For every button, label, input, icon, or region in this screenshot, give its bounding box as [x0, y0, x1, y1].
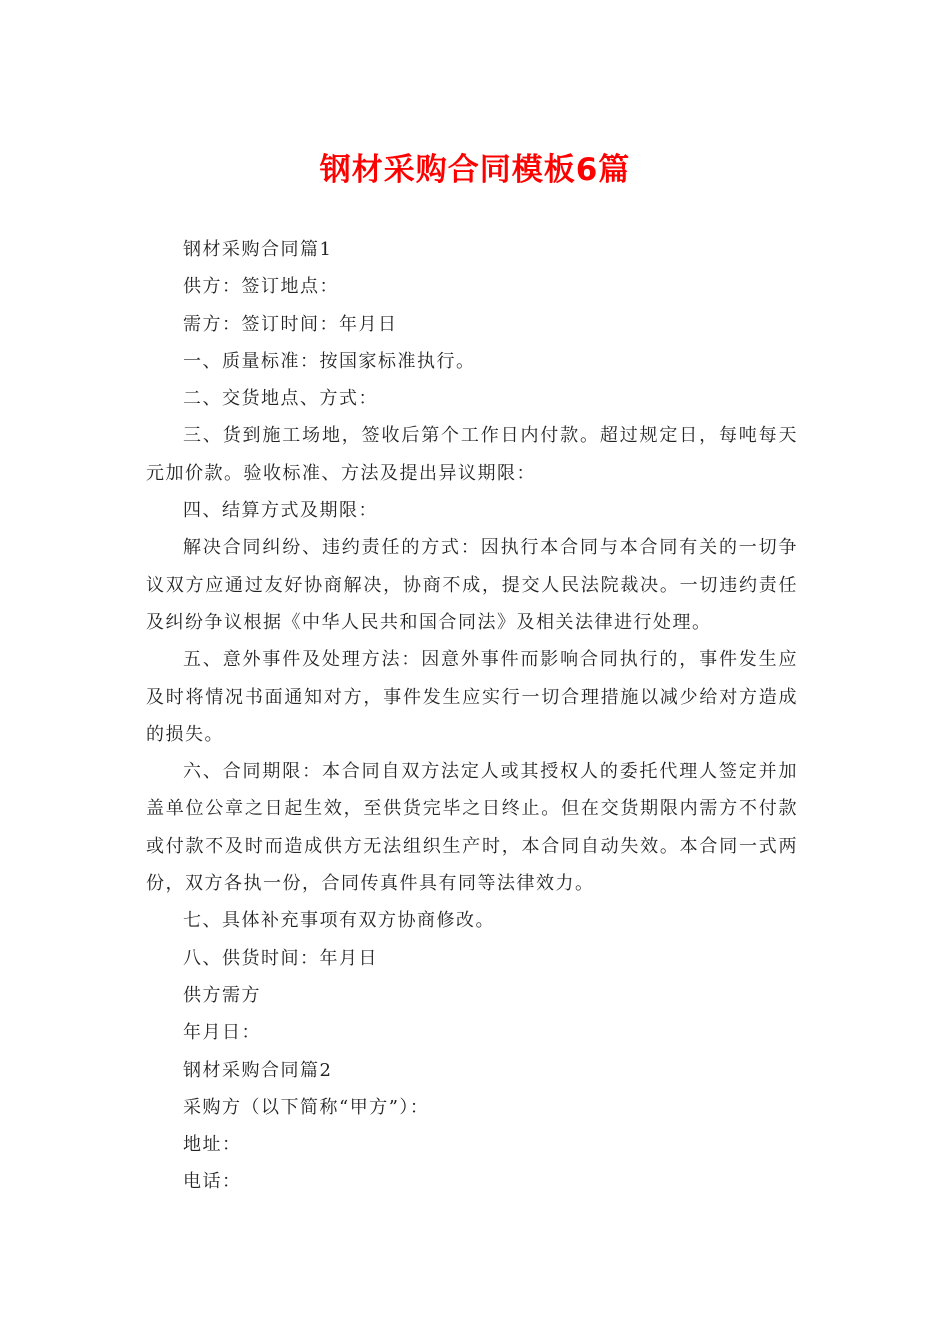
document-body [146, 231, 798, 1201]
paragraph: 电话： [183, 1171, 242, 1193]
paragraph: 五、意外事件及处理方法：因意外事件而影响合同执行的，事件发生应及时将情况书面通知对方，事件发生应实行一切合理措施以减少给对方造成的损失。 [146, 649, 798, 745]
paragraph: 采购方（以下简称“甲方”）： [183, 1096, 430, 1118]
paragraph: 供方需方 [183, 984, 261, 1006]
paragraph: 三、货到施工场地，签收后第个工作日内付款。超过规定日，每吨每天元加价款。验收标准、方法及提出异议期限： [146, 425, 798, 484]
paragraph: 地址： [183, 1134, 242, 1156]
paragraph: 六、合同期限：本合同自双方法定人或其授权人的委托代理人签定并加盖单位公章之日起生效，至供货完毕之日终止。但在交货期限内需方不付款或付款不及时而造成供方无法组织生产时，本合同自动失效。本合同一式两份，双方各执一份，合同传真件具有同等法律效力。 [146, 761, 798, 895]
paragraph: 年月日： [183, 1022, 261, 1044]
paragraph: 解决合同纠纷、违约责任的方式：因执行本合同与本合同有关的一切争议双方应通过友好协商解决，协商不成，提交人民法院裁决。一切违约责任及纠纷争议根据《中华人民共和国合同法》及相关法律进行处理。 [146, 537, 798, 633]
paragraph: 供方：签订地点： [183, 276, 339, 298]
paragraph: 一、质量标准：按国家标准执行。 [183, 350, 476, 372]
document-title: 钢材采购合同模板6篇 [319, 152, 631, 188]
paragraph: 八、供货时间：年月日 [183, 947, 378, 969]
paragraph: 钢材采购合同篇2 [183, 1059, 333, 1081]
paragraph: 七、具体补充事项有双方协商修改。 [183, 910, 495, 932]
paragraph: 四、结算方式及期限： [183, 500, 378, 522]
paragraph: 二、交货地点、方式： [183, 388, 378, 410]
paragraph: 需方：签订时间：年月日 [183, 313, 398, 335]
paragraph: 钢材采购合同篇1 [183, 239, 333, 260]
